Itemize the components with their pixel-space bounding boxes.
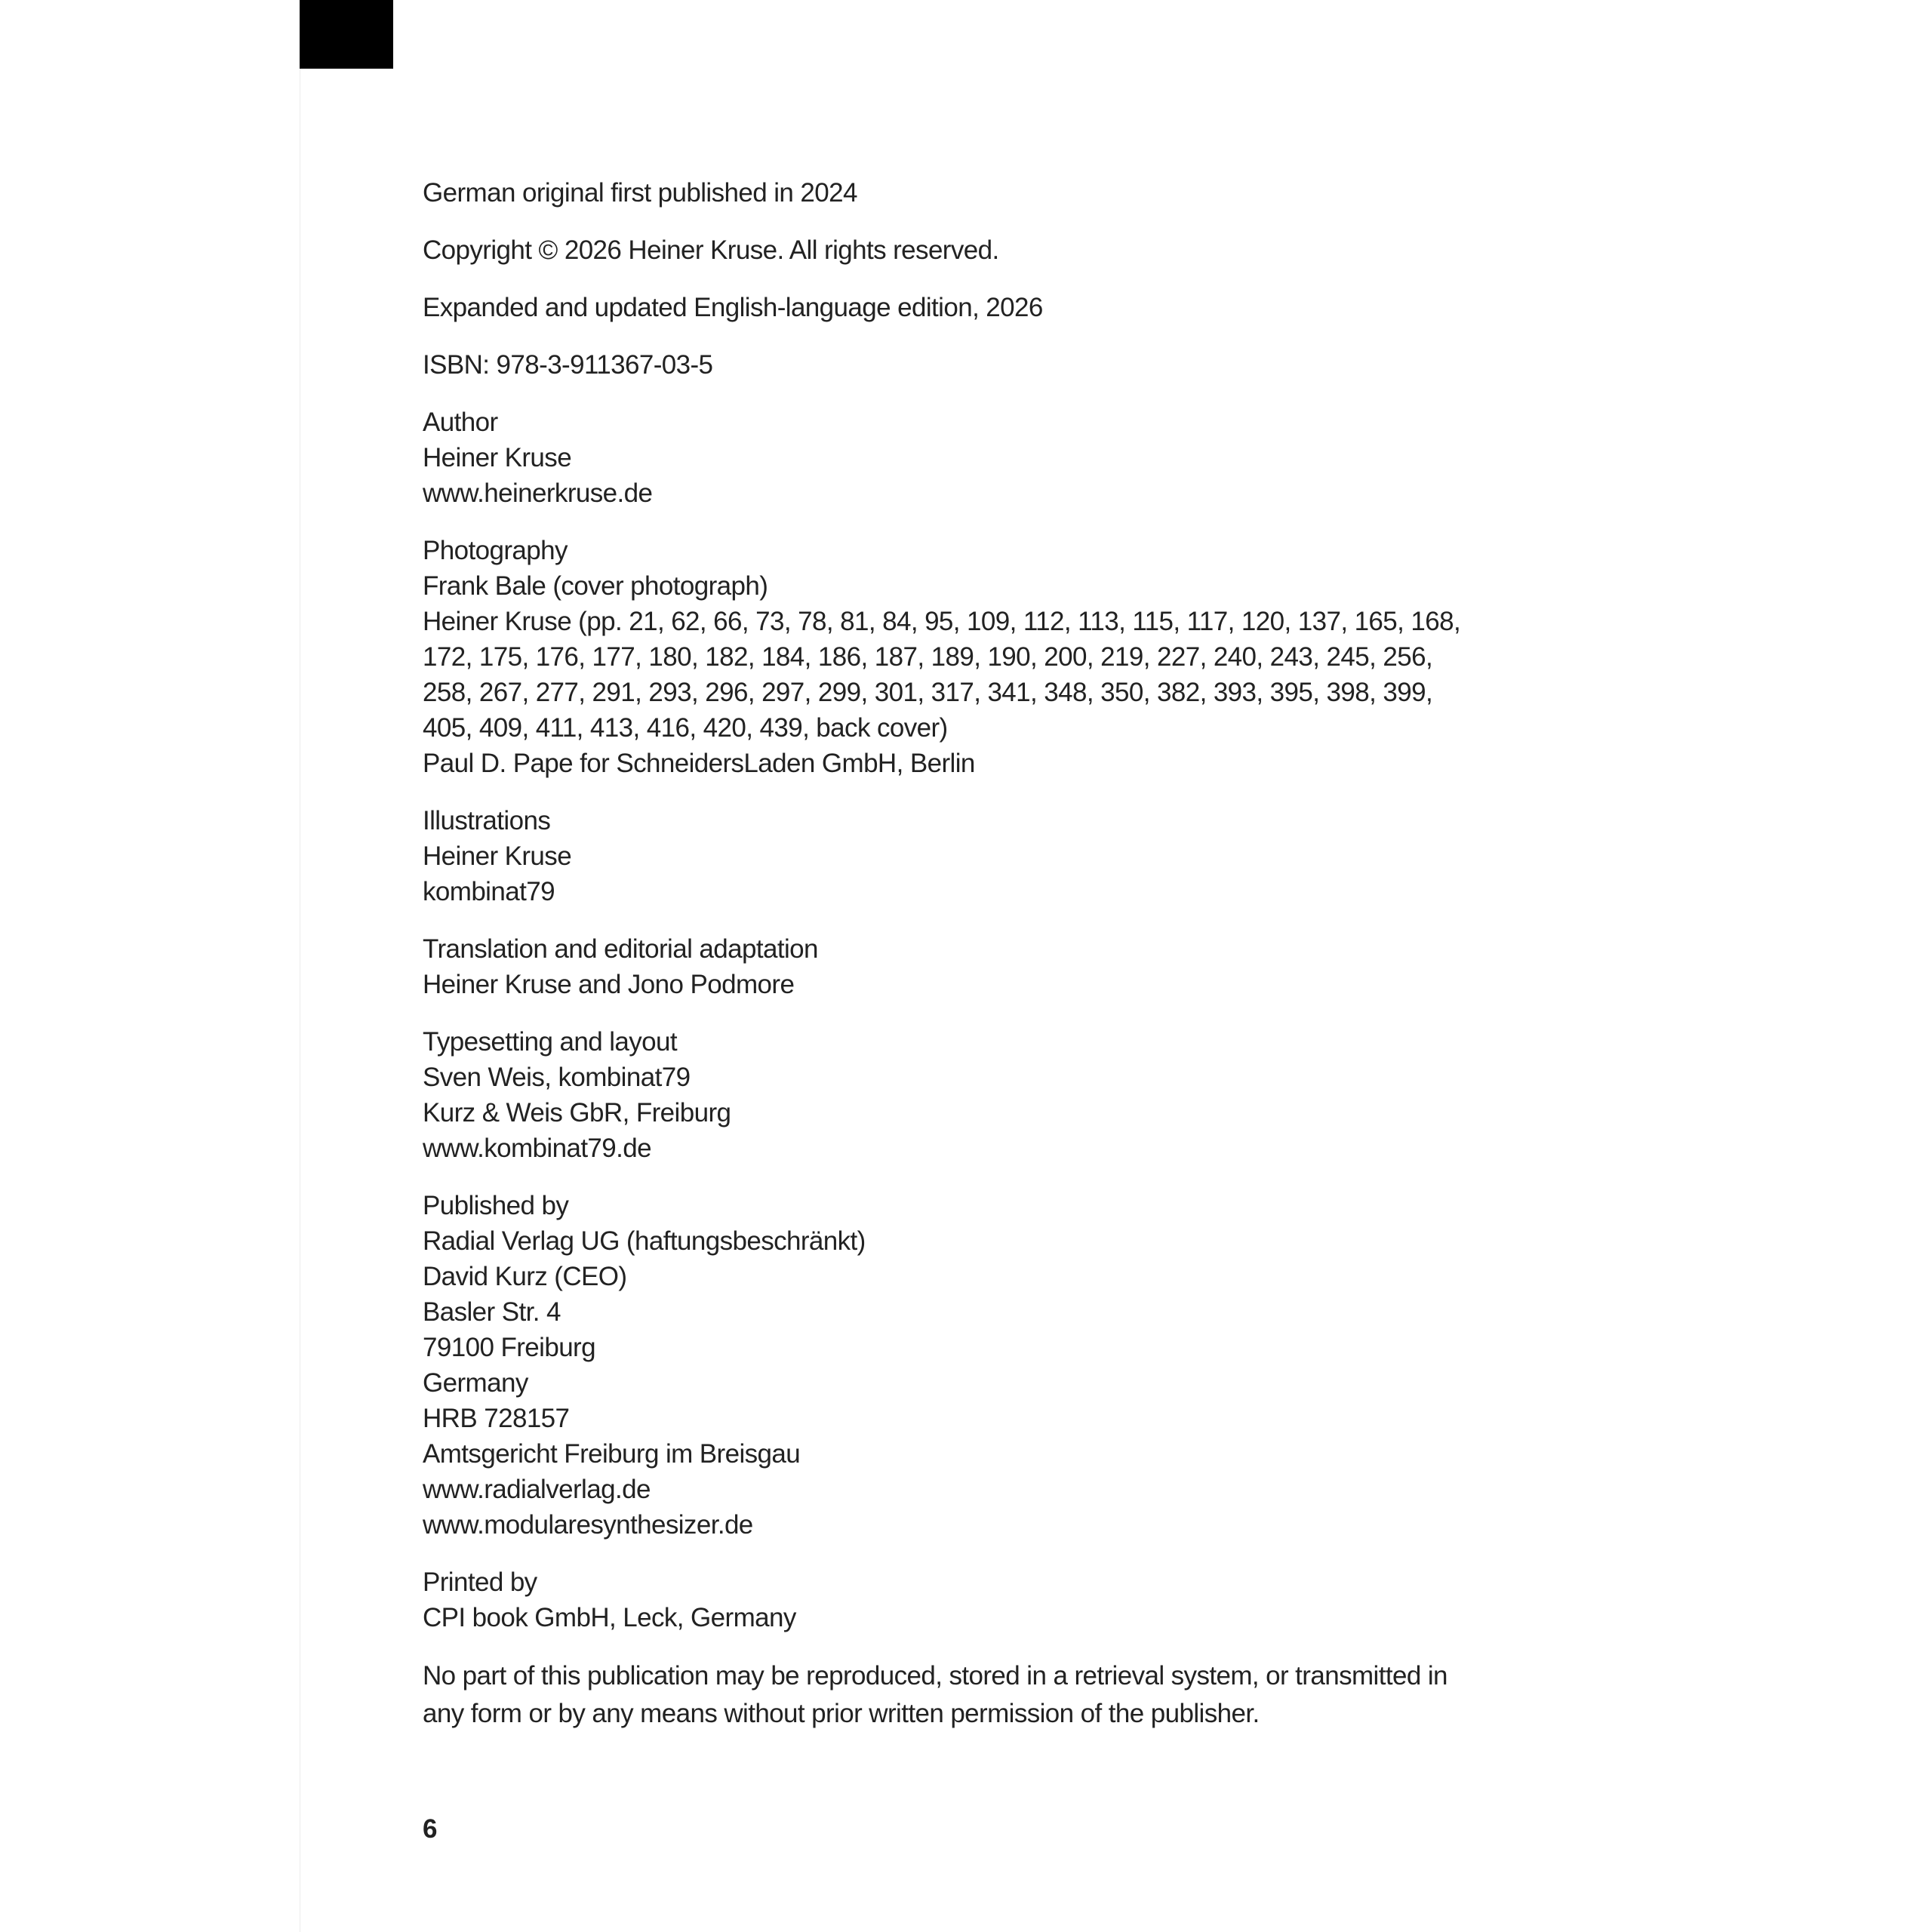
author-name: Heiner Kruse [423,443,572,472]
black-corner-marker [300,0,393,69]
publisher-line: HRB 728157 [423,1404,570,1433]
typesetting-line: Kurz & Weis GbR, Freiburg [423,1098,731,1128]
author-url: www.heinerkruse.de [423,478,653,508]
legal-line: any form or by any means without prior written permission of the publisher. [423,1699,1260,1728]
photography-heading: Photography [423,536,568,565]
illustrations-line: kombinat79 [423,877,555,906]
isbn-text: ISBN: 978-3-911367-03-5 [423,350,713,380]
publisher-line: 79100 Freiburg [423,1333,595,1362]
publisher-line: www.radialverlag.de [423,1475,651,1504]
publisher-line: Basler Str. 4 [423,1297,561,1327]
typesetting-section [423,1024,1509,1166]
publisher-line: Radial Verlag UG (haftungsbeschränkt) [423,1226,866,1256]
translation-heading: Translation and editorial adaptation [423,934,818,964]
photography-line: 405, 409, 411, 413, 416, 420, 439, back cover) [423,713,948,743]
printer-heading: Printed by [423,1567,537,1597]
typesetting-line: Sven Weis, kombinat79 [423,1063,691,1092]
photography-line: Frank Bale (cover photograph) [423,571,768,601]
typesetting-heading: Typesetting and layout [423,1027,678,1057]
publisher-line: www.modularesynthesizer.de [423,1510,753,1540]
publisher-line: Germany [423,1368,528,1398]
edition-text: Expanded and updated English-language edition, 2026 [423,293,1043,322]
first-published-line [423,175,1509,211]
illustrations-line: Heiner Kruse [423,841,572,871]
printer-line: CPI book GmbH, Leck, Germany [423,1603,796,1632]
legal-notice [423,1657,1509,1733]
edition-line [423,290,1509,325]
photography-line: Paul D. Pape for SchneidersLaden GmbH, Berlin [423,749,975,778]
illustrations-section [423,803,1509,909]
copyright-text: Copyright © 2026 Heiner Kruse. All rights reserved. [423,235,999,265]
illustrations-heading: Illustrations [423,806,551,835]
publisher-heading: Published by [423,1191,569,1220]
publisher-line: David Kurz (CEO) [423,1262,627,1291]
typesetting-line: www.kombinat79.de [423,1134,652,1163]
isbn-line [423,347,1509,383]
photography-line: 258, 267, 277, 291, 293, 296, 297, 299, 301, 317, 341, 348, 350, 382, 393, 395, 398, 399, [423,678,1433,707]
printer-section [423,1564,1509,1635]
imprint-block [423,175,1509,1755]
translation-line: Heiner Kruse and Jono Podmore [423,970,795,999]
publisher-section [423,1188,1509,1543]
copyright-line [423,232,1509,268]
author-heading: Author [423,408,498,437]
page-number: 6 [423,1814,438,1844]
legal-line: No part of this publication may be reproduced, stored in a retrieval system, or transmitted in [423,1661,1447,1690]
publisher-line: Amtsgericht Freiburg im Breisgau [423,1439,801,1469]
photography-section [423,533,1509,781]
translation-section [423,931,1509,1002]
photography-line: Heiner Kruse (pp. 21, 62, 66, 73, 78, 81, 84, 95, 109, 112, 113, 115, 117, 120, 137, 165, 168, [423,607,1461,636]
author-section [423,405,1509,511]
photography-line: 172, 175, 176, 177, 180, 182, 184, 186, 187, 189, 190, 200, 219, 227, 240, 243, 245, 256, [423,642,1433,672]
first-published-text: German original first published in 2024 [423,178,857,208]
